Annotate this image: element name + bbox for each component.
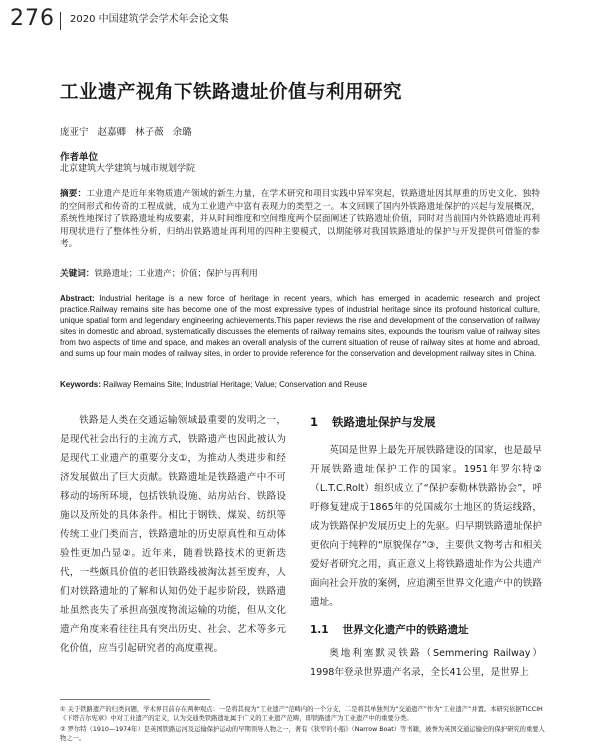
body-right-column [310,411,542,682]
affiliation-name: 北京建筑大学建筑与城市规划学院 [60,164,196,174]
author-name: 庞亚宁 [60,127,89,138]
subsection-paragraph: 奥地利塞默灵铁路（Semmering Railway）1998年登录世界遗产名录，全长41公里，是世界上 [310,648,542,678]
abstract-text: 工业遗产是近年来物质遗产领域的新生力量，在学术研究和项目实践中异军突起，铁路遗址因其厚重的历史文化、独特的空间形式和传奇的工程成就，成为工业遗产中富有表现力的类型之一。本文回顾了国内外铁路遗址保护的兴起与发展概况，系统性地探讨了铁路遗址构成要素，并从时间维度和空间维度两个层面阐述了铁路遗址价值，同时对当前国内外铁路遗址再利用现状进行了整体性分析，归纳出铁路遗址再利用的四种主要模式，以期能够对我国铁路遗址的保护与开发提供可借鉴的参考。 [60,189,540,249]
abstract-en-text: Industrial heritage is a new force of heritage in recent years, which has emerged in academic research and project practice.Railway remains site has become one of the most expressive types of industrial heritage since its profound historical culture, unique spatial form and legendary engineering achievements.This paper reviews the rise and development of the conservation of railway sites in domestic and abroad, systematically discusses the elements of railway remains sites, expounds the tourism value of railway sites from two aspects of time and space, and makes an overall analysis of the current situation of reuse of railway sites at home and abroad, and sums up four main modes of railway sites, in order to provide reference for the conservation and development railway sites in China. [60,294,540,358]
intro-paragraph: 铁路是人类在交通运输领域最重要的发明之一，是现代社会出行的主流方式，铁路遗产也因此被认为是现代工业遗产的重要分支①，为推动人类进步和经济发展做出了巨大贡献。铁路遗址是铁路遗产中不可移动的场所环境，包括铁轨设施、站房站台、铁路设施以及所处的具体条件。相比于钢铁、煤炭、纺织等传统工业门类而言，铁路遗址的历史原真性和互动体验性更加凸显②。近年来，随着铁路技术的更新迭代，一些颇具价值的老旧铁路线被淘汰甚至废弃，人们对铁路遗址的了解和认知仍处于起步阶段，铁路遗址虽然丧失了承担高强度物流运输的功能，但从文化遗产角度来看往往具有突出历史、社会、艺术等多元化价值，应当引起研究者的高度重视。 [60,415,286,654]
keywords-chinese [60,267,258,279]
footnote: ② 罗尔特（1910—1974年）是英国铁路运河及运输保护运动的早期领导人物之一，著有《狭窄的小船》（Narrow Boat）等书籍，被誉为英国交通运输史的保护研究的重要人物之一。 [60,726,545,742]
footnote: ① 关于铁路遗产的归类问题，学术界目前存在两种观点：一是将其视为“工业遗产”范畴内的一个分支，二是将其单独列为“交通遗产”作为“工业遗产”并置。本研究依据TICCIH《下塔吉尔宪章》中对工业遗产的定义，认为交通类铁路遗址属于广义的工业遗产范畴，即铁路遗产为工业遗产中的重要分类。 [60,706,543,722]
subsection-title: 世界文化遗产中的铁路遗址 [342,624,469,636]
subsection-number: 1.1 [310,624,329,636]
author-name: 余璐 [172,127,192,138]
page-number: 276 [10,6,55,31]
proceedings-title: 2020 中国建筑学会学术年会论文集 [70,14,229,25]
section-title: 铁路遗址保护与发展 [332,415,436,429]
abstract-en-label: Abstract: [60,294,95,303]
author-name: 林子薇 [135,127,164,138]
section-heading [310,411,542,433]
keywords-en-label: Keywords: [60,380,101,389]
keywords-en-text: Railway Remains Site; Industrial Heritage; Value; Conservation and Reuse [103,380,368,389]
footnotes [60,705,545,745]
subsection-heading [310,620,542,640]
footnote-rule [60,699,210,700]
author-list [60,124,192,138]
keywords-text: 铁路遗址；工业遗产；价值；保护与再利用 [94,269,258,279]
author-name: 赵嘉卿 [97,127,127,138]
header-divider [60,12,61,30]
abstract-chinese [60,188,540,251]
keywords-label: 关键词： [60,269,95,279]
section-number: 1 [310,415,319,429]
affiliation-label: 作者单位 [60,152,99,163]
paper-title: 工业遗产视角下铁路遗址价值与利用研究 [60,82,403,103]
body-left-column [60,411,286,658]
keywords-english [60,380,367,389]
section-paragraph: 英国是世界上最先开展铁路建设的国家，也是最早开展铁路遗址保护工作的国家。1951年罗尔特②（L.T.C.Rolt）组织成立了“保护泰勒林铁路协会”，呼吁修复建成于1865年的兑国威尔士地区的货运线路，成为铁路保护发展历史上的先驱。归早期铁路遗址保护更依向于纯粹的“原貌保存”③，主要供文物考古和相关爱好者研究之用，真正意义上将铁路遗址作为公共遗产面向社会开放的案例，应追溯至世界文化遗产中的铁路遗址。 [310,445,542,608]
abstract-english [60,293,540,359]
abstract-label: 摘要： [60,189,87,199]
